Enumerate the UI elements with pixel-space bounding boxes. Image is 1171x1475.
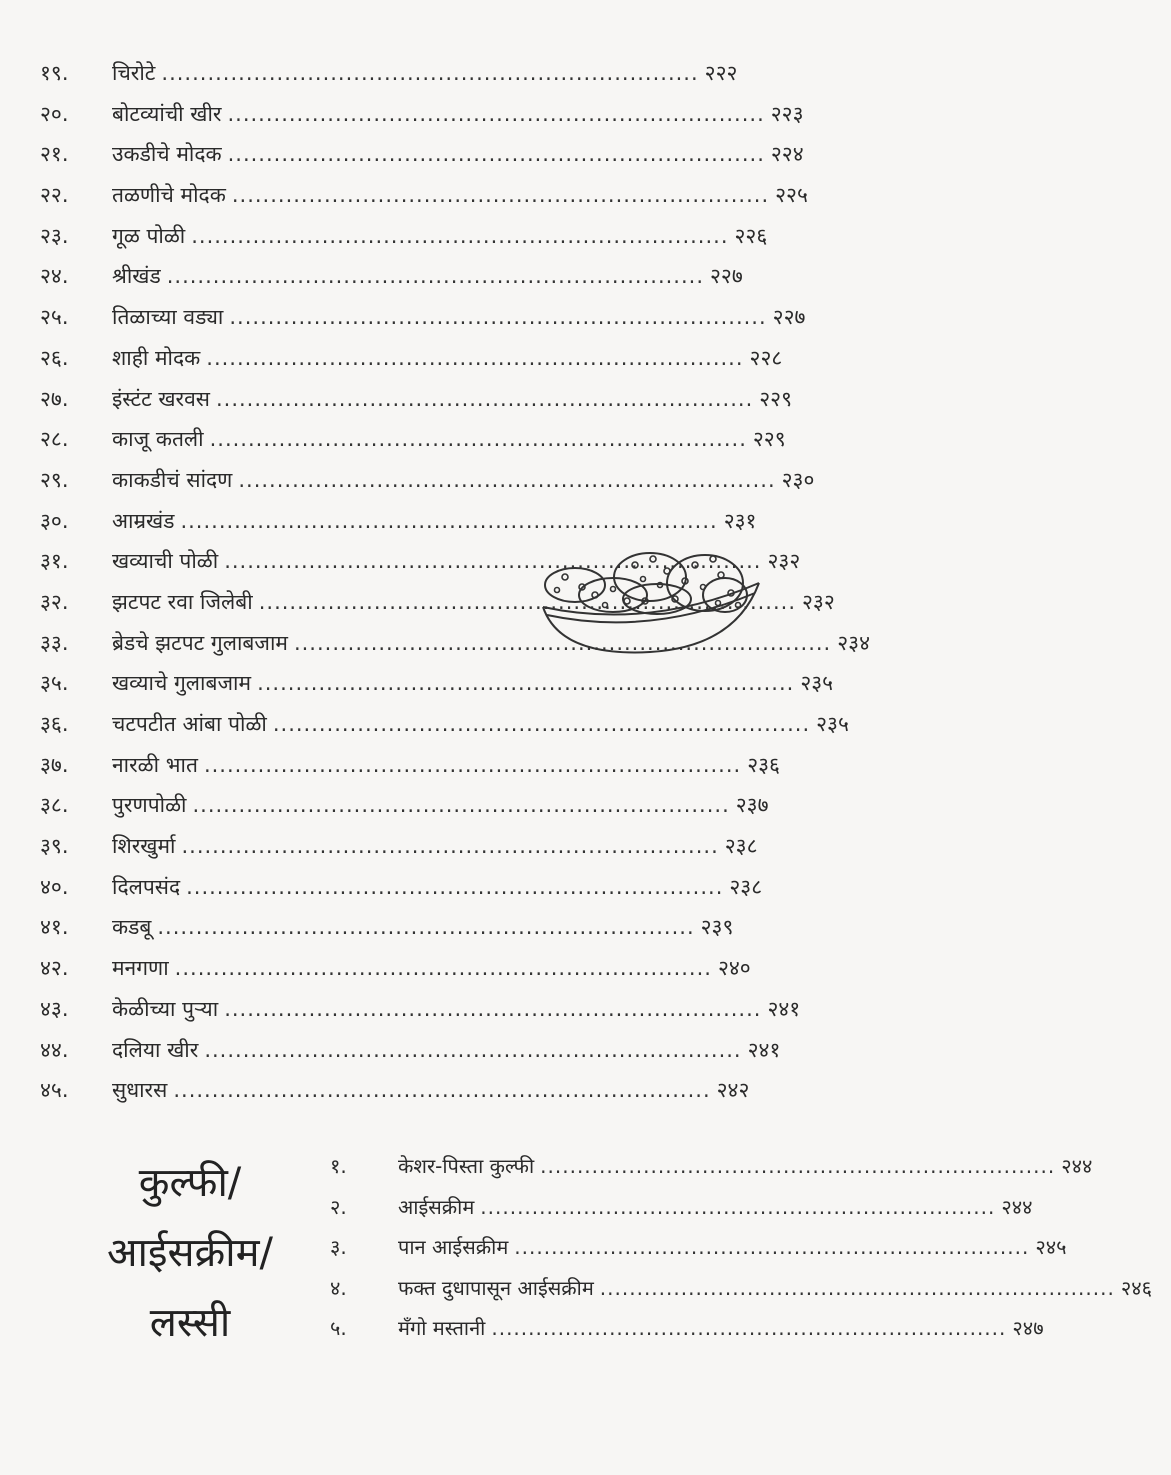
section-heading-line: आईसक्रीम/ [106,1230,274,1276]
leader-dots: ...................................................................... [514,1235,1030,1259]
entry-page: २४६ [1120,1275,1153,1300]
entry-page: २३२ [802,589,835,614]
entry-number: २९. [40,467,69,492]
entry-number: ४१. [40,915,69,940]
entry-number: ४५. [40,1078,69,1103]
entry-number: २०. [40,101,69,126]
entry-title: तळणीचे मोदक [112,183,226,208]
entry-title: मँगो मस्तानी [398,1316,486,1340]
leader-dots: ...................................................................... [215,386,754,411]
entry-number: ३०. [40,508,69,533]
entry-page: २३५ [800,671,834,696]
entry-number: ४०. [40,874,69,899]
toc-list-icecream [330,1146,1153,1349]
section-heading [70,1148,310,1358]
entry-title: दलिया खीर [112,1037,199,1062]
toc-entry [40,134,804,175]
leader-dots: ...................................................................... [186,874,724,899]
entry-number: २२. [40,183,69,208]
leader-dots: ...................................................................... [157,915,695,940]
entry-number: ४. [330,1275,347,1300]
entry-number: ३. [330,1235,347,1259]
toc-entry [40,907,734,948]
entry-page: २४७ [1012,1316,1044,1340]
entry-number: ५. [330,1316,347,1340]
entry-title: नारळी भात [112,752,198,777]
toc-entry [330,1227,1067,1268]
toc-entry [40,460,815,501]
entry-number: ३१. [40,549,69,574]
toc-entry [330,1308,1044,1349]
toc-entry [40,541,801,582]
entry-number: २८. [40,427,69,452]
entry-page: २४२ [716,1078,750,1103]
entry-number: २४. [40,264,69,289]
toc-entry [40,582,835,623]
toc-entry [40,419,786,460]
leader-dots: ...................................................................... [206,345,744,370]
entry-title: काजू कतली [112,427,204,452]
toc-entry [40,948,751,989]
entry-title: मनगणा [112,956,169,981]
leader-dots: ...................................................................... [272,712,811,736]
leader-dots: ...................................................................... [480,1194,996,1219]
entry-title: चिरोटे [112,61,156,85]
leader-dots: ...................................................................... [540,1154,1056,1178]
entry-page: २३२ [767,549,801,574]
toc-entry [40,867,763,908]
toc-entry [330,1268,1153,1309]
toc-entry [40,826,758,867]
entry-title: केळीच्या पुऱ्या [112,996,219,1021]
entry-title: गूळ पोळी [112,223,186,248]
entry-page: २२४ [770,142,804,167]
entry-number: २३. [40,223,69,248]
entry-title: शाही मोदक [112,345,201,370]
leader-dots: ...................................................................... [257,671,795,696]
entry-page: २३१ [723,508,757,533]
sweets-bowl-illustration [535,535,765,660]
leader-dots: ...................................................................... [224,549,762,574]
toc-entry [330,1146,1093,1187]
toc-entry [40,94,804,135]
leader-dots: ...................................................................... [181,834,719,859]
entry-page: २३७ [735,793,769,818]
entry-number: ३२. [40,589,69,614]
entry-title: चटपटीत आंबा पोळी [112,712,267,736]
entry-title: पान आईसक्रीम [398,1235,509,1259]
entry-page: २४५ [1035,1235,1067,1259]
entry-number: २७. [40,386,69,411]
entry-title: दिलपसंद [112,874,181,899]
entry-title: उकडीचे मोदक [112,142,222,167]
entry-title: आईसक्रीम [398,1194,475,1219]
entry-title: तिळाच्या वड्या [112,305,224,330]
entry-title: केशर-पिस्ता कुल्फी [398,1154,535,1178]
entry-title: खव्याचे गुलाबजाम [112,671,252,696]
entry-page: २२२ [704,61,738,85]
entry-number: २. [330,1194,347,1219]
entry-page: २४१ [767,996,801,1021]
entry-page: २२८ [749,345,783,370]
toc-entry [40,501,757,542]
entry-page: २२६ [734,223,768,248]
entry-title: फक्त दुधापासून आईसक्रीम [398,1275,594,1300]
entry-page: २४४ [1001,1194,1033,1219]
entry-title: इंस्टंट खरवस [112,386,210,411]
entry-number: ४४. [40,1037,69,1062]
entry-page: २२९ [752,427,786,452]
entry-number: ३८. [40,793,69,818]
entry-title: काकडीचं सांदण [112,467,233,492]
entry-page: २३० [781,467,815,492]
section-heading-line: कुल्फी/ [138,1160,242,1206]
entry-page: २४१ [747,1037,781,1062]
toc-entry [40,216,768,257]
entry-page: २३४ [837,630,870,655]
leader-dots: ...................................................................... [238,467,776,492]
entry-page: २३५ [816,712,849,736]
entry-number: १९. [40,61,69,85]
leader-dots: ...................................................................... [192,793,730,818]
entry-page: २३६ [747,752,780,777]
entry-page: २२७ [710,264,743,289]
entry-title: श्रीखंड [112,264,161,289]
leader-dots: ...................................................................... [231,183,770,208]
entry-number: ३६. [40,712,69,736]
toc-entry [330,1187,1033,1228]
leader-dots: ...................................................................... [224,996,762,1021]
leader-dots: ...................................................................... [209,427,747,452]
entry-page: २४४ [1061,1154,1093,1178]
leader-dots: ...................................................................... [166,264,705,289]
entry-title: झटपट रवा जिलेबी [112,589,253,614]
leader-dots: ...................................................................... [191,223,729,248]
toc-entry [40,338,783,379]
leader-dots: ...................................................................... [204,1037,742,1062]
toc-entry [40,745,780,786]
toc-entry [40,989,801,1030]
leader-dots: ...................................................................... [599,1275,1115,1300]
leader-dots: ...................................................................... [227,142,765,167]
toc-entry [40,1030,781,1071]
toc-entry [40,663,834,704]
entry-number: ३९. [40,834,69,859]
entry-title: कडबू [112,915,152,940]
toc-entry [40,175,808,216]
entry-page: २२३ [770,101,804,126]
entry-title: ब्रेडचे झटपट गुलाबजाम [112,630,288,655]
toc-entry [40,379,793,420]
toc-entry [40,1070,750,1111]
leader-dots: ...................................................................... [293,630,832,655]
toc-entry [40,623,870,664]
entry-page: २२९ [759,386,793,411]
leader-dots: ...................................................................... [203,752,742,777]
entry-title: पुरणपोळी [112,793,187,818]
leader-dots: ...................................................................... [227,101,765,126]
entry-title: आम्रखंड [112,508,175,533]
toc-list-sweets [40,53,870,1111]
entry-number: ३३. [40,630,69,655]
entry-title: बोटव्यांची खीर [112,101,222,126]
toc-entry [40,297,806,338]
entry-number: ४३. [40,996,69,1021]
section-heading-line: लस्सी [149,1300,231,1346]
entry-title: शिरखुर्मा [112,834,176,859]
entry-page: २३९ [700,915,734,940]
entry-number: १. [330,1154,347,1178]
leader-dots: ...................................................................... [174,956,712,981]
toc-entry [40,785,769,826]
leader-dots: ...................................................................... [173,1078,711,1103]
entry-number: ३७. [40,752,69,777]
entry-number: २६. [40,345,69,370]
entry-number: ३५. [40,671,69,696]
entry-page: २३८ [729,874,763,899]
entry-page: २३८ [724,834,758,859]
leader-dots: ...................................................................... [229,305,767,330]
leader-dots: ...................................................................... [180,508,718,533]
toc-entry [40,53,738,94]
entry-page: २२५ [775,183,808,208]
leader-dots: ...................................................................... [258,589,796,614]
leader-dots: ...................................................................... [491,1316,1007,1340]
entry-number: २५. [40,305,69,330]
entry-title: सुधारस [112,1078,168,1103]
entry-page: २२७ [772,305,806,330]
entry-number: ४२. [40,956,69,981]
entry-page: २४० [717,956,751,981]
leader-dots: ...................................................................... [161,61,699,85]
entry-number: २१. [40,142,69,167]
entry-title: खव्याची पोळी [112,549,219,574]
toc-entry [40,256,743,297]
toc-entry [40,704,849,745]
